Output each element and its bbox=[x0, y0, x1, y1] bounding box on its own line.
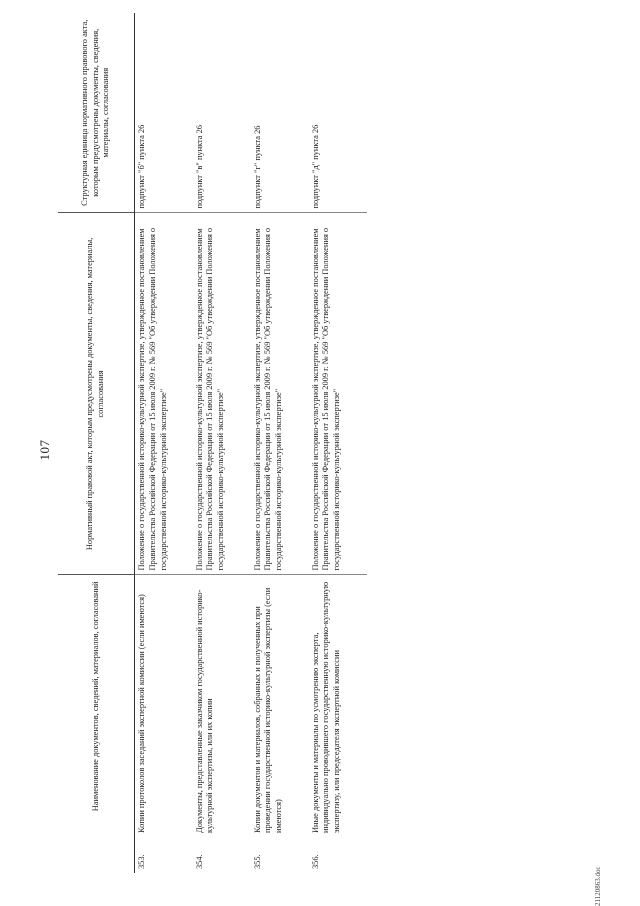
table-row bbox=[135, 13, 193, 873]
header-name: Наименование документов, сведений, материалов, согласований bbox=[58, 575, 135, 837]
document-table-wrapper bbox=[58, 13, 373, 873]
row-number: 355. bbox=[252, 854, 262, 869]
row-number: 354. bbox=[194, 854, 204, 869]
row-number: 353. bbox=[137, 854, 146, 869]
row-name: Копии протоколов заседаний экспертной комиссии (если имеются) bbox=[137, 594, 146, 833]
header-unit: Структурная единица нормативного правового акта, которым предусмотрены документы, сведения, материалы, согласования bbox=[58, 13, 135, 213]
header-number bbox=[58, 837, 135, 873]
row-unit: подпункт "г" пункта 26 bbox=[251, 13, 309, 213]
row-unit: подпункт "б" пункта 26 bbox=[135, 13, 193, 213]
row-unit: подпункт "в" пункта 26 bbox=[193, 13, 251, 213]
table-row bbox=[251, 13, 309, 873]
header-act: Нормативный правовой акт, которым предусмотрены документы, сведения, материалы, согласования bbox=[58, 213, 135, 575]
row-act: Положение о государственной историко-культурной экспертизе, утвержденное постановлением Правительства Российской Федерации от 15 июля 2009 г. № 569 "Об утверждении Положения о государственной историко-культурной экспертизе" bbox=[309, 213, 367, 575]
page-number: 107 bbox=[37, 439, 52, 461]
row-act: Положение о государственной историко-культурной экспертизе, утвержденное постановлением Правительства Российской Федерации от 15 июля 2009 г. № 569 "Об утверждении Положения о государственной историко-культурной экспертизе" bbox=[251, 213, 309, 575]
document-table bbox=[58, 13, 367, 873]
row-unit: подпункт "д" пункта 26 bbox=[309, 13, 367, 213]
table-row bbox=[309, 13, 367, 873]
row-act: Положение о государственной историко-культурной экспертизе, утвержденное постановлением Правительства Российской Федерации от 15 июля 2009 г. № 569 "Об утверждении Положения о государственной историко-культурной экспертизе" bbox=[193, 213, 251, 575]
file-id-footer: 21120863.doc bbox=[594, 866, 602, 906]
row-name: Документы, представленные заказчиком государственной историко-культурной экспертизы, или их копии bbox=[194, 589, 215, 833]
row-act: Положение о государственной историко-культурной экспертизе, утвержденное постановлением Правительства Российской Федерации от 15 июля 2009 г. № 569 "Об утверждении Положения о государственной историко-культурной экспертизе" bbox=[135, 213, 193, 575]
table-header-row bbox=[58, 13, 135, 873]
row-name: Копии документов и материалов, собранных и полученных при проведении государственной историко-культурной экспертизы (если имеются) bbox=[252, 587, 284, 833]
row-number: 356. bbox=[310, 854, 320, 869]
row-name: Иные документы и материалы по усмотрению эксперта, индивидуально проводившего государственную историко-культурную экспертизу, или председателя экспертной комиссии bbox=[310, 581, 342, 833]
table-row bbox=[193, 13, 251, 873]
